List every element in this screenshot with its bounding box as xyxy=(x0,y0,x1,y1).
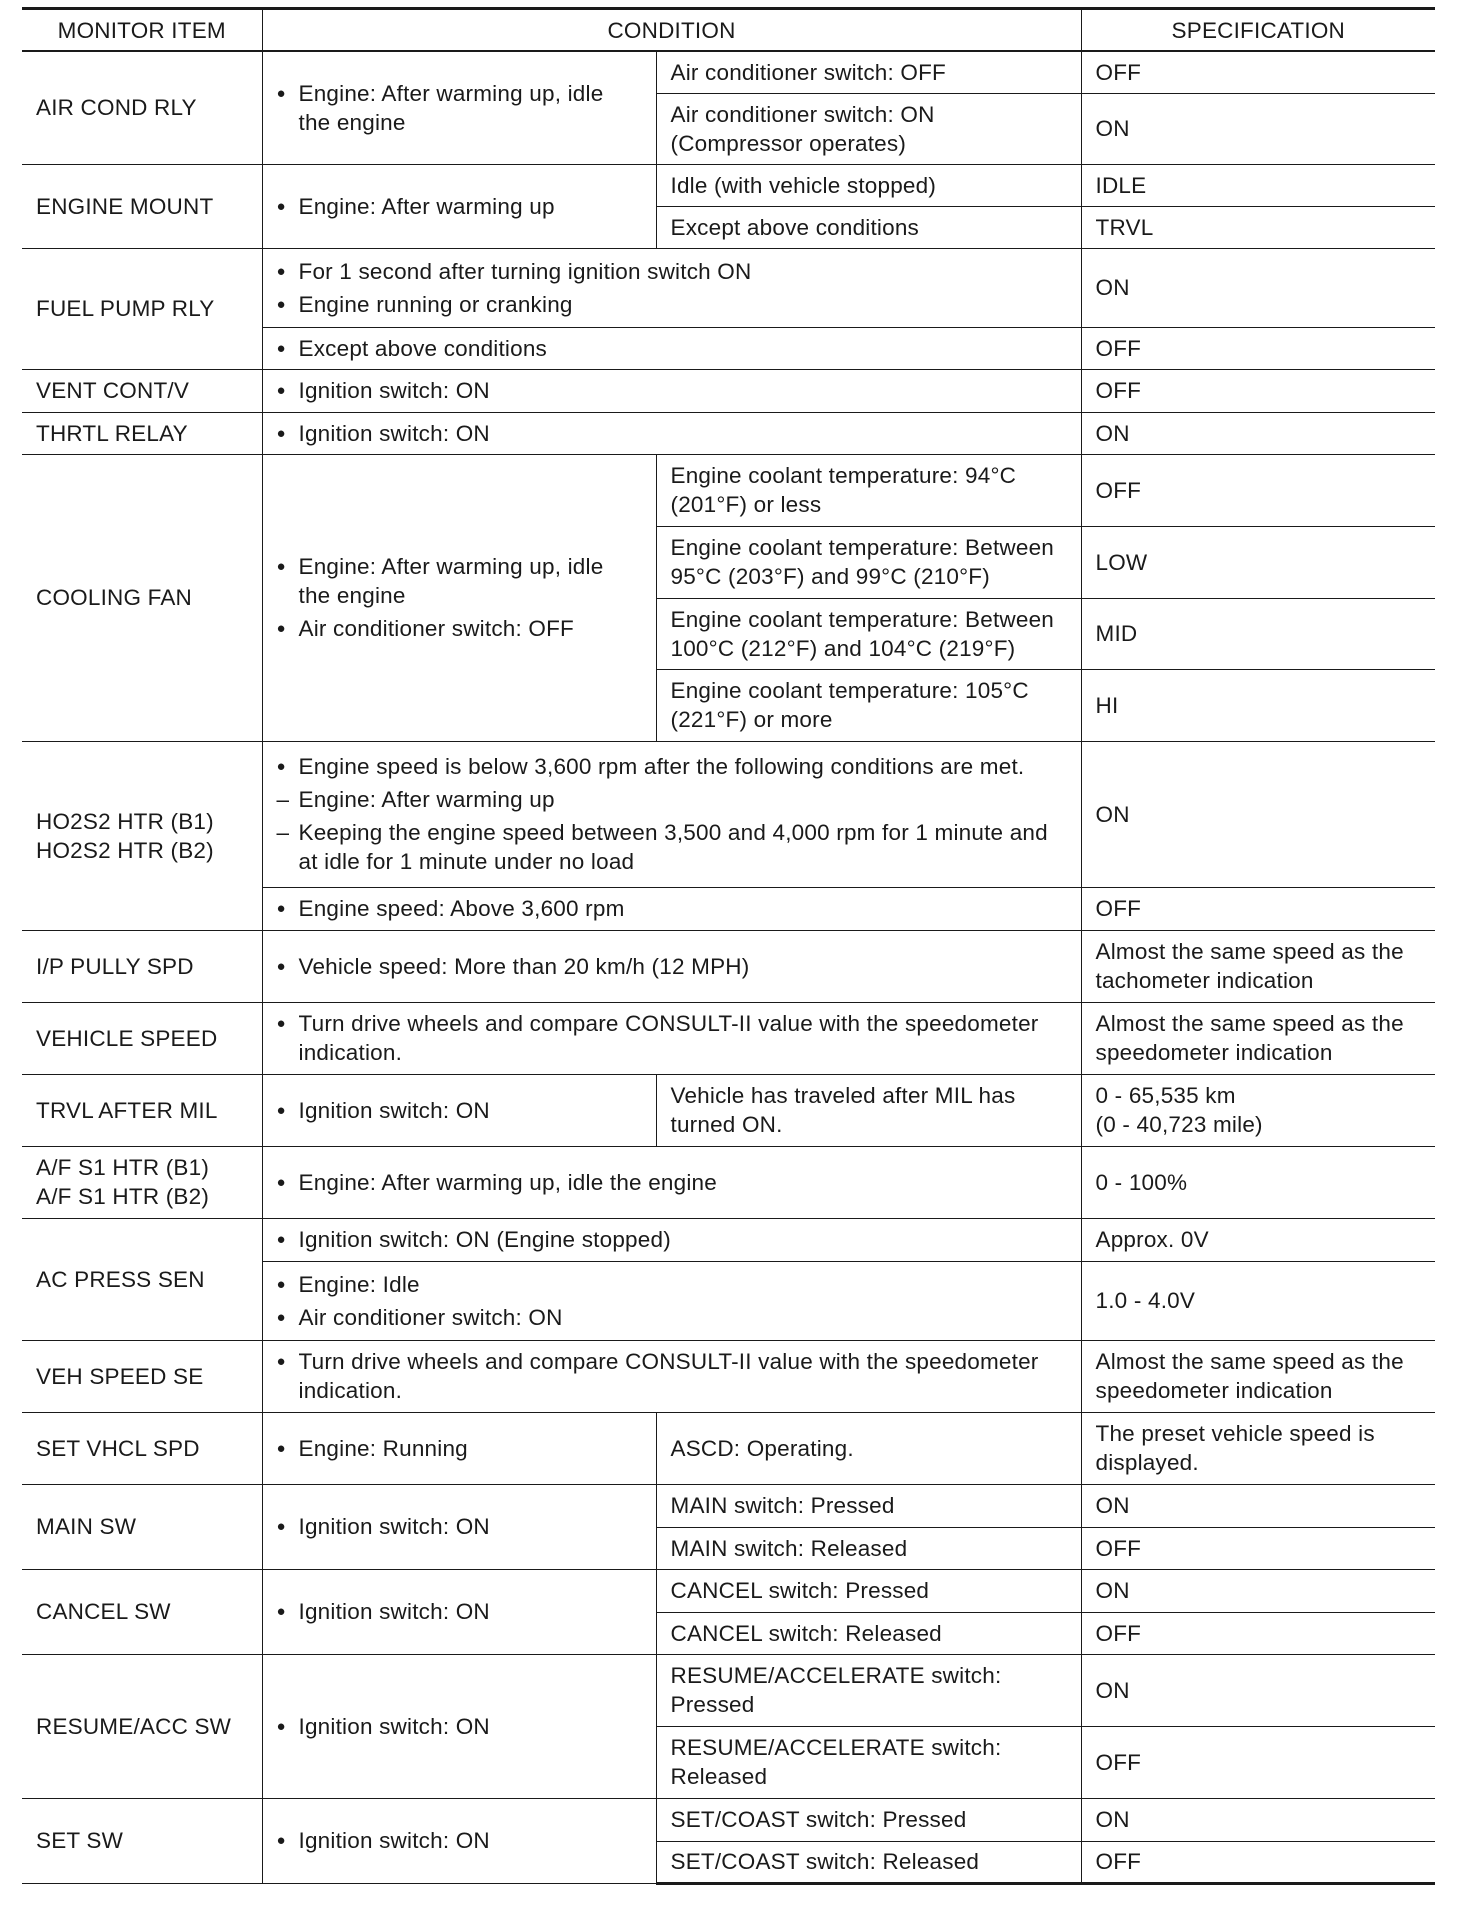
specification-cell: OFF xyxy=(1081,454,1435,526)
table-row xyxy=(22,741,1435,887)
condition-cell xyxy=(262,1074,656,1146)
specification-cell: OFF xyxy=(1081,51,1435,93)
condition-cell xyxy=(262,1412,656,1484)
condition-cell xyxy=(262,887,1081,930)
specification-cell: MID xyxy=(1081,598,1435,669)
header-monitor-item: MONITOR ITEM xyxy=(22,9,262,52)
specification-cell: ON xyxy=(1081,1798,1435,1841)
specification-cell: ON xyxy=(1081,1484,1435,1527)
sub-condition-cell: SET/COAST switch: Pressed xyxy=(656,1798,1081,1841)
condition-cell xyxy=(262,1218,1081,1261)
sub-condition-cell: Vehicle has traveled after MIL has turned ON. xyxy=(656,1074,1081,1146)
condition-bullet: ● Engine: After warming up, idle the engine xyxy=(277,1168,1067,1197)
condition-dash-item: – Engine: After warming up xyxy=(277,785,1067,814)
condition-cell xyxy=(262,412,1081,454)
monitor-item-cell: ENGINE MOUNT xyxy=(22,164,262,248)
specification-cell: OFF xyxy=(1081,1527,1435,1569)
specification-cell: HI xyxy=(1081,669,1435,741)
monitor-item-table xyxy=(22,7,1435,1885)
specification-cell: ON xyxy=(1081,1569,1435,1612)
specification-cell: LOW xyxy=(1081,526,1435,598)
table-row xyxy=(22,930,1435,1002)
sub-condition-cell: SET/COAST switch: Released xyxy=(656,1841,1081,1883)
specification-cell: OFF xyxy=(1081,1841,1435,1883)
sub-condition-cell: Engine coolant temperature: 94°C (201°F) or less xyxy=(656,454,1081,526)
condition-cell xyxy=(262,1654,656,1798)
sub-condition-cell: ASCD: Operating. xyxy=(656,1412,1081,1484)
condition-bullet: ● For 1 second after turning ignition switch ON xyxy=(277,257,1067,286)
specification-cell: TRVL xyxy=(1081,206,1435,248)
specification-cell: ON xyxy=(1081,93,1435,164)
monitor-item-cell: VEH SPEED SE xyxy=(22,1340,262,1412)
monitor-item-cell: SET VHCL SPD xyxy=(22,1412,262,1484)
sub-condition-cell: Air conditioner switch: ON (Compressor operates) xyxy=(656,93,1081,164)
monitor-item-cell: FUEL PUMP RLY xyxy=(22,248,262,369)
table-row xyxy=(22,1654,1435,1726)
specification-cell: ON xyxy=(1081,412,1435,454)
condition-cell xyxy=(262,1569,656,1654)
condition-bullet: ● Turn drive wheels and compare CONSULT-II value with the speedometer indication. xyxy=(277,1009,1067,1067)
sub-condition-cell: RESUME/ACCELERATE switch: Released xyxy=(656,1726,1081,1798)
specification-line: 0 - 65,535 km xyxy=(1095,1083,1236,1108)
specification-line: (0 - 40,723 mile) xyxy=(1095,1112,1263,1137)
specification-cell: The preset vehicle speed is displayed. xyxy=(1081,1412,1435,1484)
specification-cell: 1.0 - 4.0V xyxy=(1081,1261,1435,1340)
condition-dash-item: – Keeping the engine speed between 3,500 and 4,000 rpm for 1 minute and at idle for 1 minute under no load xyxy=(277,818,1067,876)
sub-condition-cell: Engine coolant temperature: Between 100°C (212°F) and 104°C (219°F) xyxy=(656,598,1081,669)
sub-condition-cell: CANCEL switch: Released xyxy=(656,1612,1081,1654)
specification-cell: Almost the same speed as the tachometer indication xyxy=(1081,930,1435,1002)
condition-cell xyxy=(262,1484,656,1569)
specification-cell xyxy=(1081,1074,1435,1146)
specification-cell: Approx. 0V xyxy=(1081,1218,1435,1261)
specification-cell: Almost the same speed as the speedometer indication xyxy=(1081,1002,1435,1074)
monitor-item-cell: TRVL AFTER MIL xyxy=(22,1074,262,1146)
condition-bullet: ● Engine: Idle xyxy=(277,1270,1067,1299)
condition-bullet: ● Ignition switch: ON xyxy=(277,419,1067,448)
monitor-item-cell: THRTL RELAY xyxy=(22,412,262,454)
table-row xyxy=(22,248,1435,327)
condition-bullet: ● Air conditioner switch: OFF xyxy=(277,614,642,643)
condition-bullet: ● Turn drive wheels and compare CONSULT-II value with the speedometer indication. xyxy=(277,1347,1067,1405)
sub-condition-cell: MAIN switch: Pressed xyxy=(656,1484,1081,1527)
specification-cell: Almost the same speed as the speedometer indication xyxy=(1081,1340,1435,1412)
table-row xyxy=(22,1146,1435,1218)
table-row xyxy=(22,51,1435,93)
specification-cell: 0 - 100% xyxy=(1081,1146,1435,1218)
table-row xyxy=(22,1074,1435,1146)
condition-bullet: ● Except above conditions xyxy=(277,334,1067,363)
table-row xyxy=(22,454,1435,526)
condition-bullet: ● Engine: Running xyxy=(277,1434,642,1463)
monitor-item-cell: RESUME/ACC SW xyxy=(22,1654,262,1798)
specification-cell: OFF xyxy=(1081,1612,1435,1654)
condition-bullet: ● Ignition switch: ON xyxy=(277,1826,642,1855)
condition-cell xyxy=(262,1798,656,1883)
condition-bullet: ● Engine speed is below 3,600 rpm after the following conditions are met. xyxy=(277,752,1067,781)
sub-condition-cell: Engine coolant temperature: Between 95°C (203°F) and 99°C (210°F) xyxy=(656,526,1081,598)
condition-bullet: ● Ignition switch: ON (Engine stopped) xyxy=(277,1225,1067,1254)
specification-cell: IDLE xyxy=(1081,164,1435,206)
condition-cell xyxy=(262,164,656,248)
header-condition: CONDITION xyxy=(262,9,1081,52)
condition-cell xyxy=(262,369,1081,412)
condition-bullet: ● Ignition switch: ON xyxy=(277,1597,642,1626)
condition-bullet: ● Engine speed: Above 3,600 rpm xyxy=(277,894,1067,923)
condition-bullet: ● Ignition switch: ON xyxy=(277,376,1067,405)
condition-cell xyxy=(262,1261,1081,1340)
monitor-item-cell: COOLING FAN xyxy=(22,454,262,741)
table-row xyxy=(22,1798,1435,1841)
monitor-item-cell: AC PRESS SEN xyxy=(22,1218,262,1340)
sub-condition-cell: MAIN switch: Released xyxy=(656,1527,1081,1569)
specification-cell: OFF xyxy=(1081,327,1435,369)
condition-cell xyxy=(262,930,1081,1002)
condition-cell xyxy=(262,327,1081,369)
monitor-item-line: A/F S1 HTR (B2) xyxy=(36,1184,210,1209)
monitor-item-cell: I/P PULLY SPD xyxy=(22,930,262,1002)
table-row xyxy=(22,164,1435,206)
sub-condition-cell: RESUME/ACCELERATE switch: Pressed xyxy=(656,1654,1081,1726)
sub-condition-cell: Except above conditions xyxy=(656,206,1081,248)
condition-cell xyxy=(262,1002,1081,1074)
condition-cell xyxy=(262,51,656,164)
condition-bullet: ● Engine running or cranking xyxy=(277,290,1067,319)
table-row xyxy=(22,1569,1435,1612)
table-header-row xyxy=(22,9,1435,52)
header-specification: SPECIFICATION xyxy=(1081,9,1435,52)
condition-cell xyxy=(262,741,1081,887)
sub-condition-cell: Idle (with vehicle stopped) xyxy=(656,164,1081,206)
condition-cell xyxy=(262,454,656,741)
monitor-item-cell: SET SW xyxy=(22,1798,262,1883)
table-row xyxy=(22,1340,1435,1412)
table-row xyxy=(22,1412,1435,1484)
condition-bullet: ● Engine: After warming up, idle the engine xyxy=(277,552,642,610)
specification-cell: ON xyxy=(1081,741,1435,887)
table-row xyxy=(22,1484,1435,1527)
specification-cell: ON xyxy=(1081,248,1435,327)
monitor-item-cell xyxy=(22,741,262,930)
monitor-item-cell: VEHICLE SPEED xyxy=(22,1002,262,1074)
specification-cell: OFF xyxy=(1081,1726,1435,1798)
condition-bullet: ● Ignition switch: ON xyxy=(277,1512,642,1541)
monitor-item-cell: AIR COND RLY xyxy=(22,51,262,164)
table-row xyxy=(22,1218,1435,1261)
monitor-item-cell: VENT CONT/V xyxy=(22,369,262,412)
table-row xyxy=(22,369,1435,412)
condition-cell xyxy=(262,1340,1081,1412)
condition-bullet: ● Ignition switch: ON xyxy=(277,1712,642,1741)
specification-cell: ON xyxy=(1081,1654,1435,1726)
condition-bullet: ● Air conditioner switch: ON xyxy=(277,1303,1067,1332)
monitor-item-line: A/F S1 HTR (B1) xyxy=(36,1155,210,1180)
sub-condition-cell: Engine coolant temperature: 105°C (221°F) or more xyxy=(656,669,1081,741)
monitor-item-cell: MAIN SW xyxy=(22,1484,262,1569)
table-row xyxy=(22,1002,1435,1074)
condition-cell xyxy=(262,248,1081,327)
sub-condition-cell: Air conditioner switch: OFF xyxy=(656,51,1081,93)
specification-cell: OFF xyxy=(1081,887,1435,930)
monitor-item-line: HO2S2 HTR (B2) xyxy=(36,837,214,863)
condition-bullet: ● Engine: After warming up, idle the engine xyxy=(277,79,642,137)
condition-bullet: ● Vehicle speed: More than 20 km/h (12 MPH) xyxy=(277,952,1067,981)
condition-bullet: ● Engine: After warming up xyxy=(277,192,642,221)
monitor-item-line: HO2S2 HTR (B1) xyxy=(36,808,214,834)
condition-cell xyxy=(262,1146,1081,1218)
monitor-item-spec-sheet xyxy=(22,7,1435,1885)
specification-cell: OFF xyxy=(1081,369,1435,412)
condition-bullet: ● Ignition switch: ON xyxy=(277,1096,642,1125)
table-row xyxy=(22,412,1435,454)
sub-condition-cell: CANCEL switch: Pressed xyxy=(656,1569,1081,1612)
monitor-item-cell xyxy=(22,1146,262,1218)
monitor-item-cell: CANCEL SW xyxy=(22,1569,262,1654)
